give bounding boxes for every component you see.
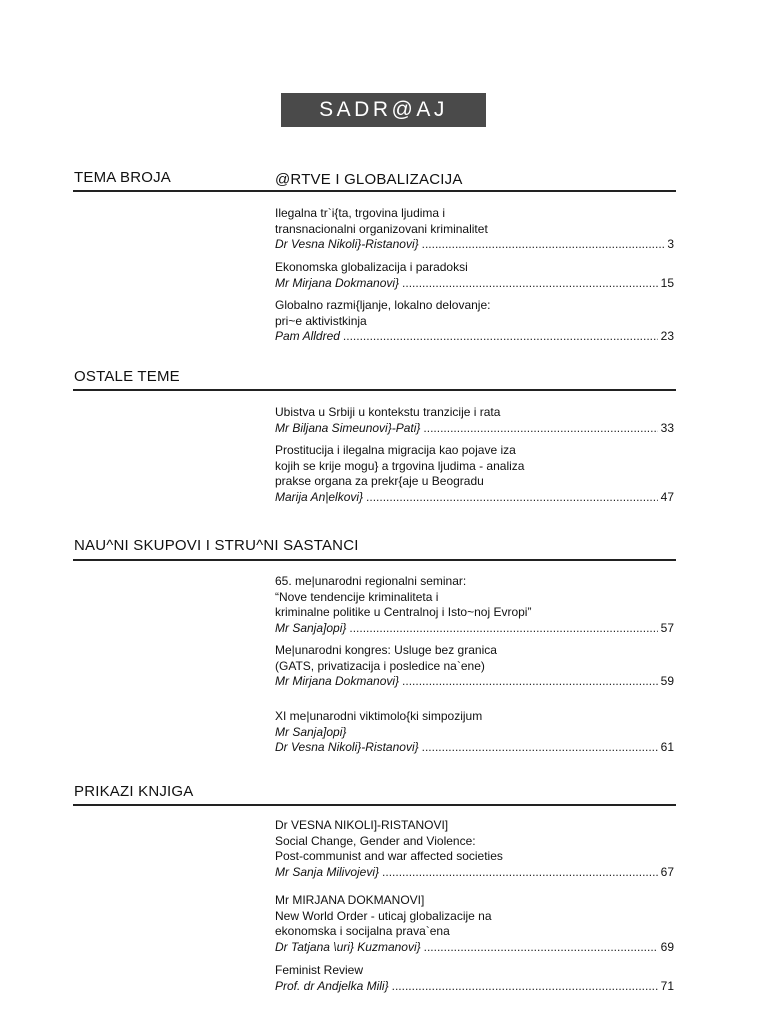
dot-leader xyxy=(422,237,665,253)
entry-author: Dr Vesna Nikoli}-Ristanovi} xyxy=(275,740,419,755)
entry-title-line: pri~e aktivistkinja xyxy=(275,313,367,328)
entry-title-line: kojih se krije mogu} a trgovina ljudima - analiza xyxy=(275,458,525,473)
entry-page: 23 xyxy=(660,329,674,344)
entry-author-row xyxy=(275,490,674,506)
entry-author: Mr Sanja]opi} xyxy=(275,621,347,636)
entry-title-line: Globalno razmi{ljanje, lokalno delovanje: xyxy=(275,298,491,312)
toc-entry[interactable] xyxy=(275,643,674,690)
section-subtitle: @RTVE I GLOBALIZACIJA xyxy=(275,171,463,188)
section-rule xyxy=(73,559,676,561)
entry-title-line: Social Change, Gender and Violence: xyxy=(275,833,476,848)
entry-author-row xyxy=(275,674,674,690)
entry-page: 33 xyxy=(660,420,674,435)
dot-leader xyxy=(343,329,658,345)
section-rule xyxy=(73,389,676,391)
toc-entry[interactable] xyxy=(275,818,674,881)
section-label: PRIKAZI KNJIGA xyxy=(74,783,194,800)
entry-author-row xyxy=(275,329,674,345)
dot-leader xyxy=(382,865,658,881)
entry-title-line: “Nove tendencije kriminaliteta i xyxy=(275,589,439,604)
entry-author-row xyxy=(275,740,674,756)
entry-title-line: prakse organa za prekr{aje u Beogradu xyxy=(275,474,484,489)
dot-leader xyxy=(423,421,657,437)
toc-entry[interactable] xyxy=(275,963,674,994)
entry-author-row xyxy=(275,940,674,956)
entry-author-row xyxy=(275,421,674,437)
dot-leader xyxy=(402,674,658,690)
entry-author: Mr Mirjana Dokmanovi} xyxy=(275,674,400,689)
entry-page: 15 xyxy=(660,275,674,290)
entry-title-line: (GATS, privatizacija i posledice na`ene) xyxy=(275,658,485,673)
dot-leader xyxy=(366,490,658,506)
page-title: SADR@AJ xyxy=(281,93,486,127)
entry-page: 3 xyxy=(667,237,674,252)
toc-entry[interactable] xyxy=(275,298,674,345)
toc-entry[interactable] xyxy=(275,574,674,637)
entry-title-line: New World Order - uticaj globalizacije na xyxy=(275,908,492,923)
entry-author: Marija An|elkovi} xyxy=(275,490,364,505)
section-rule xyxy=(73,190,676,192)
entry-title-line: Prostitucija i ilegalna migracija kao pojave iza xyxy=(275,443,516,457)
entry-author: Dr Tatjana \uri} Kuzmanovi} xyxy=(275,940,421,955)
entry-page: 57 xyxy=(660,621,674,636)
entry-author-row xyxy=(275,621,674,637)
entry-author: Mr Mirjana Dokmanovi} xyxy=(275,275,400,290)
dot-leader xyxy=(422,740,658,756)
entry-title-line: XI me|unarodni viktimolo{ki simpozijum xyxy=(275,709,483,723)
dot-leader xyxy=(392,979,658,995)
entry-title-line: Me|unarodni kongres: Usluge bez granica xyxy=(275,643,497,657)
entry-title-line: Ekonomska globalizacija i paradoksi xyxy=(275,260,468,274)
entry-title-line: 65. me|unarodni regionalni seminar: xyxy=(275,574,467,588)
entry-title-line: Ubistva u Srbiji u kontekstu tranzicije i rata xyxy=(275,405,501,419)
dot-leader xyxy=(424,940,658,956)
entry-title-line: Feminist Review xyxy=(275,963,364,977)
entry-page: 47 xyxy=(660,490,674,505)
section-label: OSTALE TEME xyxy=(74,368,180,385)
entry-title-line: ekonomska i socijalna prava`ena xyxy=(275,924,450,939)
entry-title-line: Post-communist and war affected societies xyxy=(275,849,503,864)
entry-title-line: Dr VESNA NIKOLI]-RISTANOVI] xyxy=(275,818,449,832)
entry-author-row xyxy=(275,979,674,995)
entry-page: 61 xyxy=(660,740,674,755)
entry-title-line: transnacionalni organizovani kriminalitet xyxy=(275,221,488,236)
entry-author-row xyxy=(275,276,674,292)
entry-author-row xyxy=(275,865,674,881)
entry-author: Dr Vesna Nikoli}-Ristanovi} xyxy=(275,237,419,252)
entry-page: 67 xyxy=(660,865,674,880)
toc-entry[interactable] xyxy=(275,405,674,436)
toc-entry[interactable] xyxy=(275,260,674,291)
toc-entry[interactable] xyxy=(275,443,674,506)
section-label: NAU^NI SKUPOVI I STRU^NI SASTANCI xyxy=(74,537,359,554)
entry-author-row xyxy=(275,237,674,253)
entry-title-line: Ilegalna tr`i{ta, trgovina ljudima i xyxy=(275,206,446,220)
section-label: TEMA BROJA xyxy=(74,169,172,186)
toc-entry[interactable] xyxy=(275,206,674,253)
dot-leader xyxy=(349,621,657,637)
toc-entry[interactable] xyxy=(275,709,674,756)
toc-entry[interactable] xyxy=(275,893,674,956)
entry-page: 59 xyxy=(660,674,674,689)
entry-page: 69 xyxy=(660,940,674,955)
entry-author: Mr Sanja Milivojevi} xyxy=(275,865,380,880)
entry-page: 71 xyxy=(660,978,674,993)
dot-leader xyxy=(402,276,658,292)
entry-title-line: kriminalne politike u Centralnoj i Isto~noj Evropi” xyxy=(275,605,532,620)
entry-author: Prof. dr Andjelka Mili} xyxy=(275,978,389,993)
entry-author: Mr Biljana Simeunovi}-Pati} xyxy=(275,420,421,435)
section-rule xyxy=(73,804,676,806)
entry-title-line: Mr MIRJANA DOKMANOVI] xyxy=(275,893,425,907)
entry-author: Pam Alldred xyxy=(275,329,340,344)
entry-coauthor: Mr Sanja]opi} xyxy=(275,724,347,739)
